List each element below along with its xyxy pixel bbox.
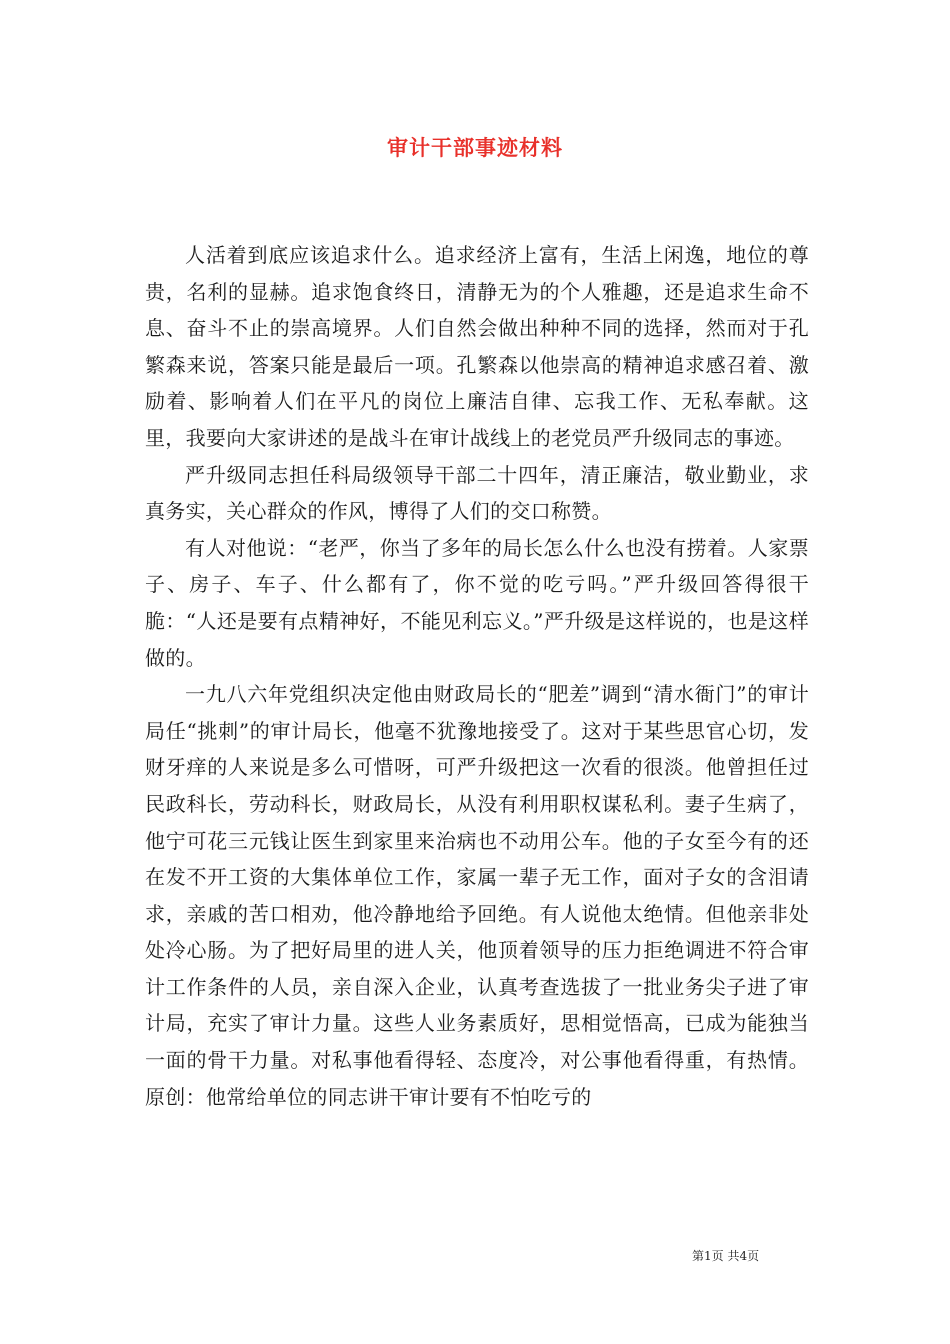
page-label-mid: 页 共: [711, 1249, 740, 1263]
page-label-prefix: 第: [692, 1249, 705, 1263]
paragraph-2: 严升级同志担任科局级领导干部二十四年，清正廉洁，敬业勤业，求真务实，关心群众的作风，博得了人们的交口称赞。: [145, 462, 809, 524]
document-body: [145, 237, 809, 1115]
page-label-suffix: 页: [747, 1249, 760, 1263]
paragraph-1: 人活着到底应该追求什么。追求经济上富有，生活上闲逸，地位的尊贵，名利的显赫。追求饱食终日，清静无为的个人雅趣，还是追求生命不息、奋斗不止的崇高境界。人们自然会做出种种不同的选择，然而对于孔繁森来说，答案只能是最后一项。孔繁森以他崇高的精神追求感召着、激励着、影响着人们在平凡的岗位上廉洁自律、忘我工作、无私奉献。这里，我要向大家讲述的是战斗在审计战线上的老党员严升级同志的事迹。: [145, 243, 809, 450]
page-number-footer: [692, 1247, 812, 1264]
paragraph-4: 一九八六年党组织决定他由财政局长的“肥差”调到“清水衙门”的审计局任“挑刺”的审计局长，他毫不犹豫地接受了。这对于某些思官心切，发财牙痒的人来说是多么可惜呀，可严升级把这一次看的很淡。他曾担任过民政科长，劳动科长，财政局长，从没有利用职权谋私利。妻子生病了，他宁可花三元钱让医生到家里来治病也不动用公车。他的子女至今有的还在发不开工资的大集体单位工作，家属一辈子无工作，面对子女的含泪请求，亲戚的苦口相劝，他冷静地给予回绝。有人说他太绝情。但他亲非处处冷心肠。为了把好局里的进人关，他顶着领导的压力拒绝调进不符合审计工作条件的人员，亲自深入企业，认真考查选拔了一批业务尖子进了审计局，充实了审计力量。这些人业务素质好，思相觉悟高，已成为能独当一面的骨干力量。对私事他看得轻、态度冷，对公事他看得重，有热情。原创：他常给单位的同志讲干审计要有不怕吃亏的: [145, 682, 809, 1109]
page-current: 1: [704, 1249, 712, 1263]
paragraph-3: 有人对他说：“老严，你当了多年的局长怎么什么也没有捞着。人家票子、房子、车子、什么都有了，你不觉的吃亏吗。”严升级回答得很干脆：“人还是要有点精神好，不能见利忘义。”严升级是这样说的，也是这样做的。: [145, 535, 809, 670]
document-title: 审计干部事迹材料: [387, 135, 563, 160]
page-total: 4: [739, 1249, 748, 1263]
